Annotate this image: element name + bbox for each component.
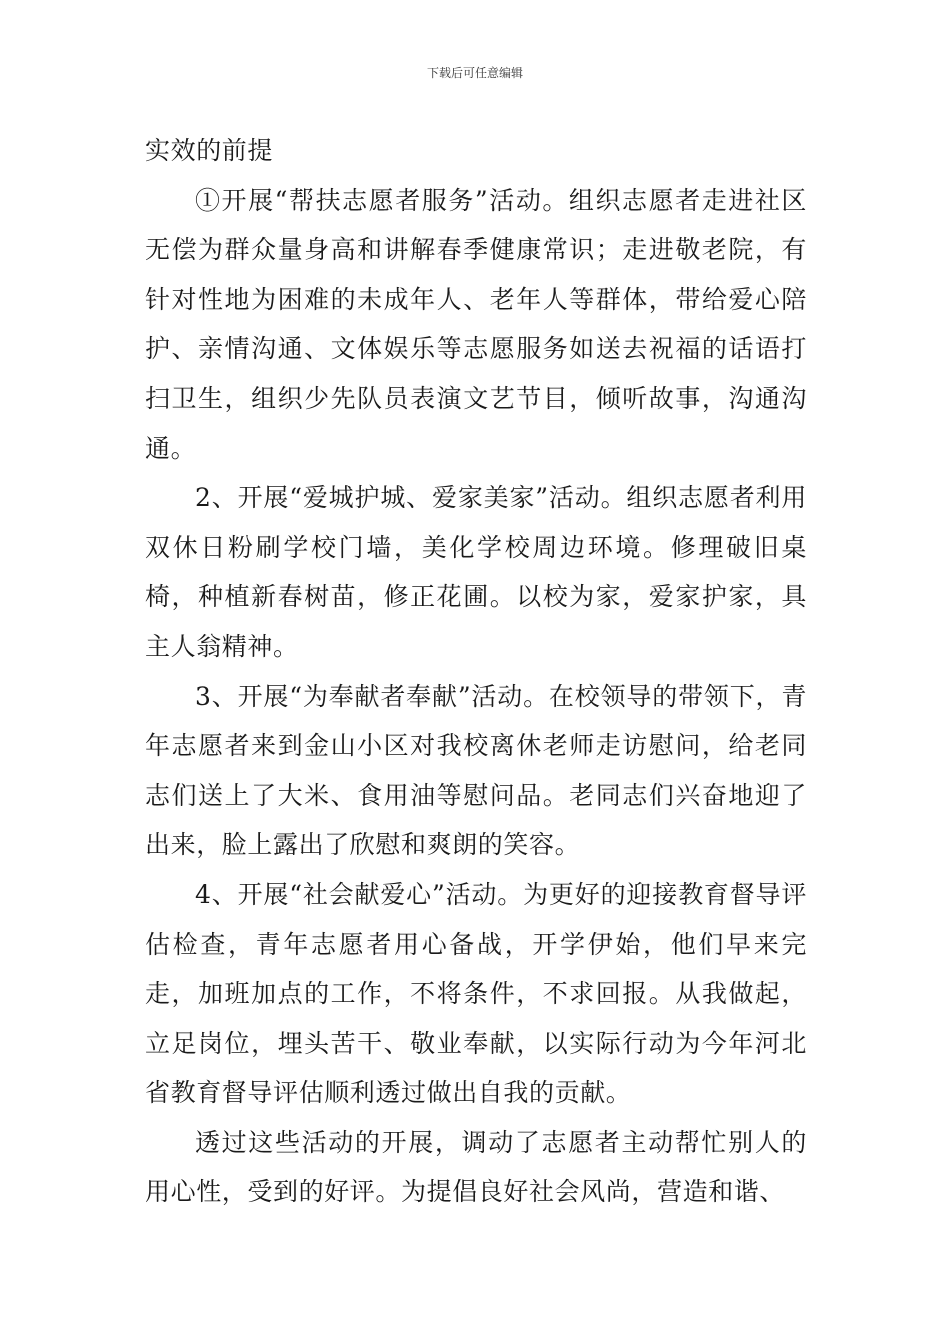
paragraph-item-1: ①开展“帮扶志愿者服务”活动。组织志愿者走进社区无偿为群众量身高和讲解春季健康常识；走进敬老院，有针对性地为困难的未成年人、老年人等群体，带给爱心陪护、亲情沟通、文体娱乐等志愿服务如送去祝福的话语打扫卫生，组织少先队员表演文艺节目，倾听故事，沟通沟通。 [145,185,807,463]
paragraph-continuation: 实效的前提 [145,136,274,165]
document-body [145,126,807,1217]
page-header: 下载后可任意编辑 [426,66,523,80]
paragraph-item-4: 4、开展“社会献爱心”活动。为更好的迎接教育督导评估检查，青年志愿者用心备战，开学伊始，他们早来完走，加班加点的工作，不将条件，不求回报。从我做起，立足岗位，埋头苦干、敬业奉献，以实际行动为今年河北省教育督导评估顺利透过做出自我的贡献。 [145,879,807,1108]
paragraph-summary: 透过这些活动的开展，调动了志愿者主动帮忙别人的用心性，受到的好评。为提倡良好社会风尚，营造和谐、 [145,1127,807,1207]
paragraph-item-3: 3、开展“为奉献者奉献”活动。在校领导的带领下，青年志愿者来到金山小区对我校离休老师走访慰问，给老同志们送上了大米、食用油等慰问品。老同志们兴奋地迎了出来，脸上露出了欣慰和爽朗的笑容。 [145,681,807,860]
paragraph-item-2: 2、开展“爱城护城、爱家美家”活动。组织志愿者利用双休日粉刷学校门墙，美化学校周边环境。修理破旧桌椅，种植新春树苗，修正花圃。以校为家，爱家护家，具主人翁精神。 [145,483,807,661]
